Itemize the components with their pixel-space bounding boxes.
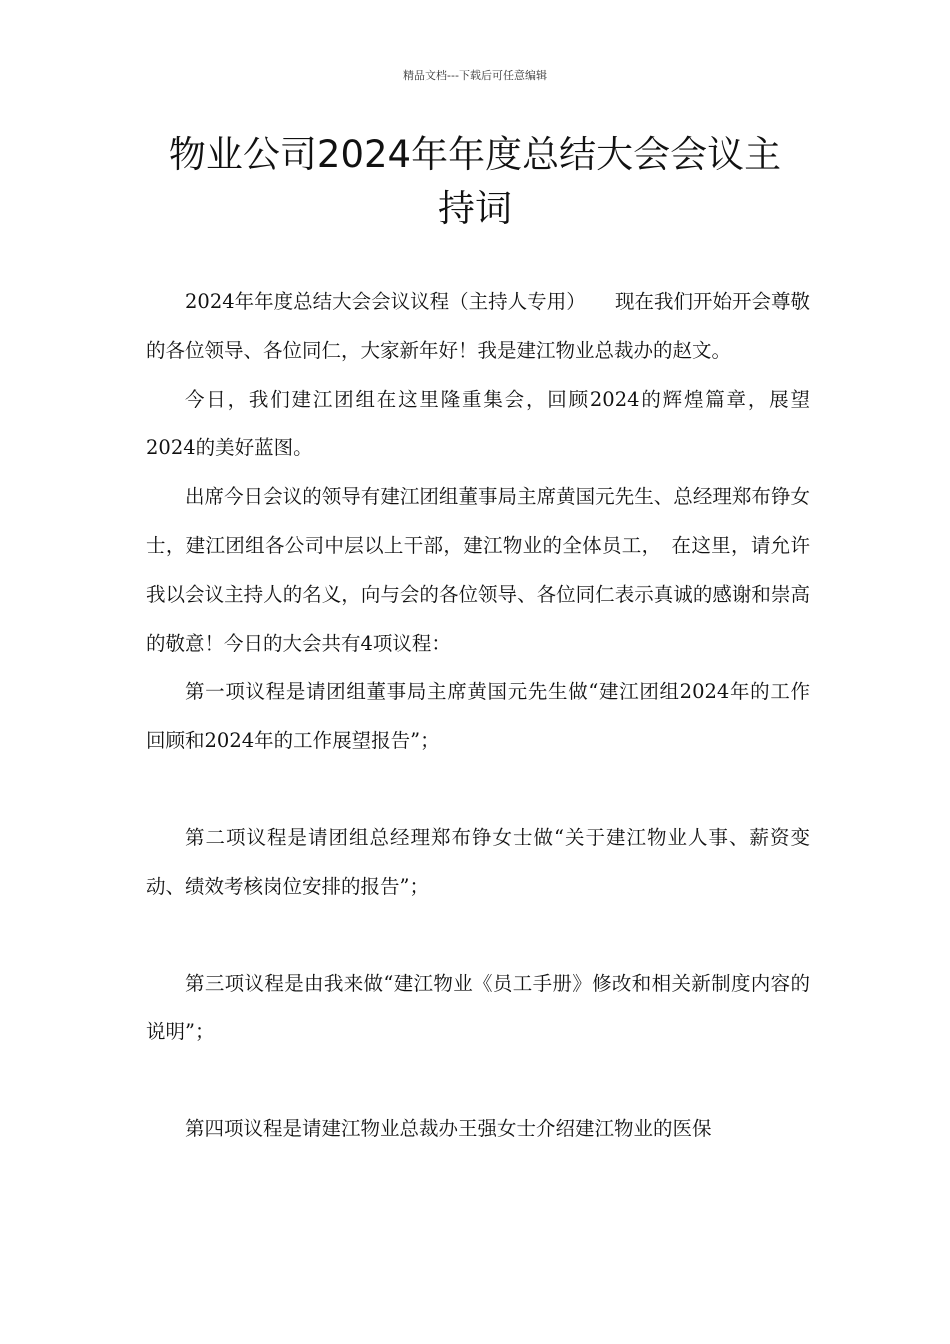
document-title xyxy=(120,128,830,236)
page-header: 精品文档---下载后可任意编辑 xyxy=(403,69,547,82)
paragraph-review: 今日，我们建江团组在这里隆重集会，回顾2024的辉煌篇章，展望2024的美好蓝图。 xyxy=(146,387,810,460)
paragraph-agenda-3: 第三项议程是由我来做“建江物业《员工手册》修改和相关新制度内容的说明”； xyxy=(146,971,810,1044)
title-line-1: 物业公司2024年年度总结大会会议主 xyxy=(168,133,782,176)
paragraph-agenda-1: 第一项议程是请团组董事局主席黄国元先生做“建江团组2024年的工作回顾和2024年的工作展望报告”； xyxy=(146,680,810,753)
paragraph-spacer xyxy=(146,1057,810,1105)
document-body xyxy=(146,278,810,1154)
title-line-2: 持词 xyxy=(438,187,512,230)
paragraph-agenda-4: 第四项议程是请建江物业总裁办王强女士介绍建江物业的医保 xyxy=(185,1117,712,1141)
paragraph-intro: 2024年年度总结大会会议议程（主持人专用） 现在我们开始开会尊敬的各位领导、各位同仁，大家新年好！我是建江物业总裁办的赵文。 xyxy=(146,290,810,362)
paragraph-agenda-2: 第二项议程是请团组总经理郑布铮女士做“关于建江物业人事、薪资变动、绩效考核岗位安排的报告”； xyxy=(146,825,810,898)
paragraph-spacer xyxy=(146,766,810,814)
paragraph-attendees: 出席今日会议的领导有建江团组董事局主席黄国元先生、总经理郑布铮女士，建江团组各公司中层以上干部，建江物业的全体员工， 在这里，请允许我以会议主持人的名义，向与会的各位领导、各位同仁表示真诚的感谢和崇高的敬意！今日的大会共有4项议程： xyxy=(146,485,810,655)
paragraph-spacer xyxy=(146,912,810,960)
